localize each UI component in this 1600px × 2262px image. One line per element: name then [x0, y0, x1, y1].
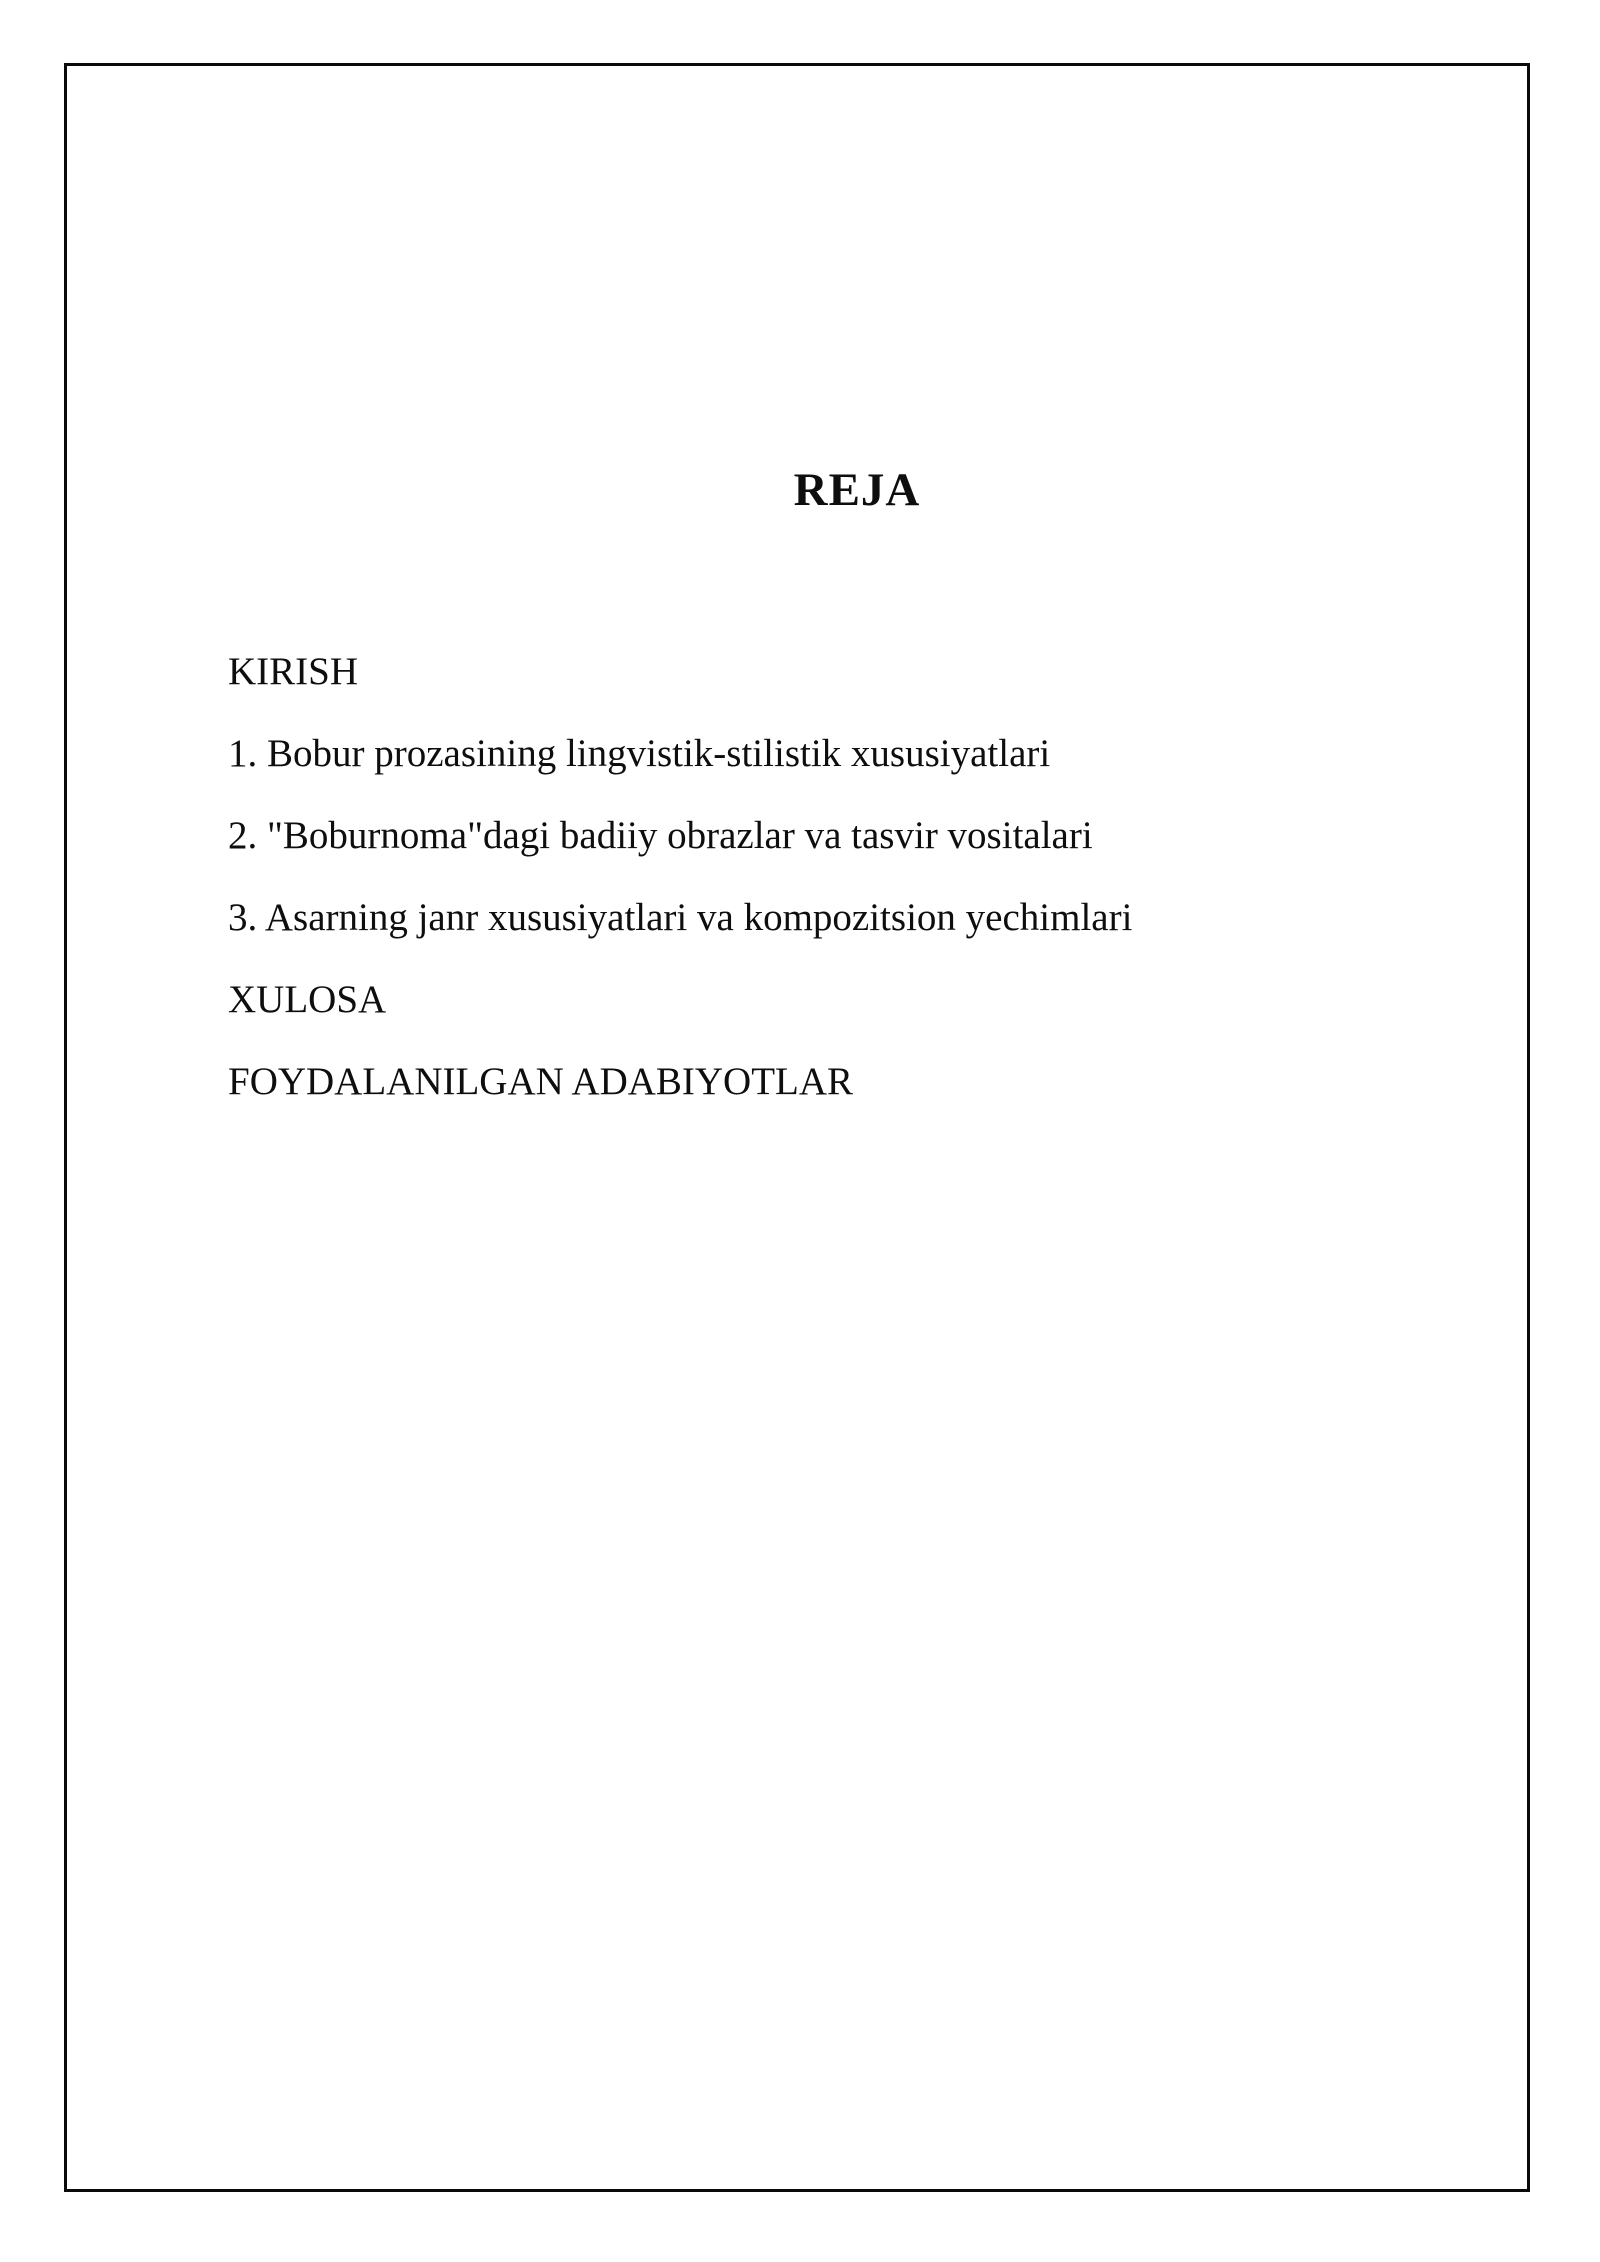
- outline-item-kirish: KIRISH: [228, 650, 359, 693]
- outline-item-xulosa: XULOSA: [228, 978, 387, 1021]
- outline-list: [228, 631, 1486, 1123]
- page-border: [64, 63, 1530, 2192]
- outline-item-1: 1. Bobur prozasining lingvistik-stilistik xususiyatlari: [228, 732, 1051, 775]
- document-title: REJA: [793, 464, 921, 516]
- outline-item-2: 2. "Boburnoma"dagi badiiy obrazlar va tasvir vositalari: [228, 814, 1093, 857]
- outline-item-adabiyotlar: FOYDALANILGAN ADABIYOTLAR: [228, 1060, 854, 1103]
- outline-item-3: 3. Asarning janr xususiyatlari va kompozitsion yechimlari: [228, 896, 1133, 939]
